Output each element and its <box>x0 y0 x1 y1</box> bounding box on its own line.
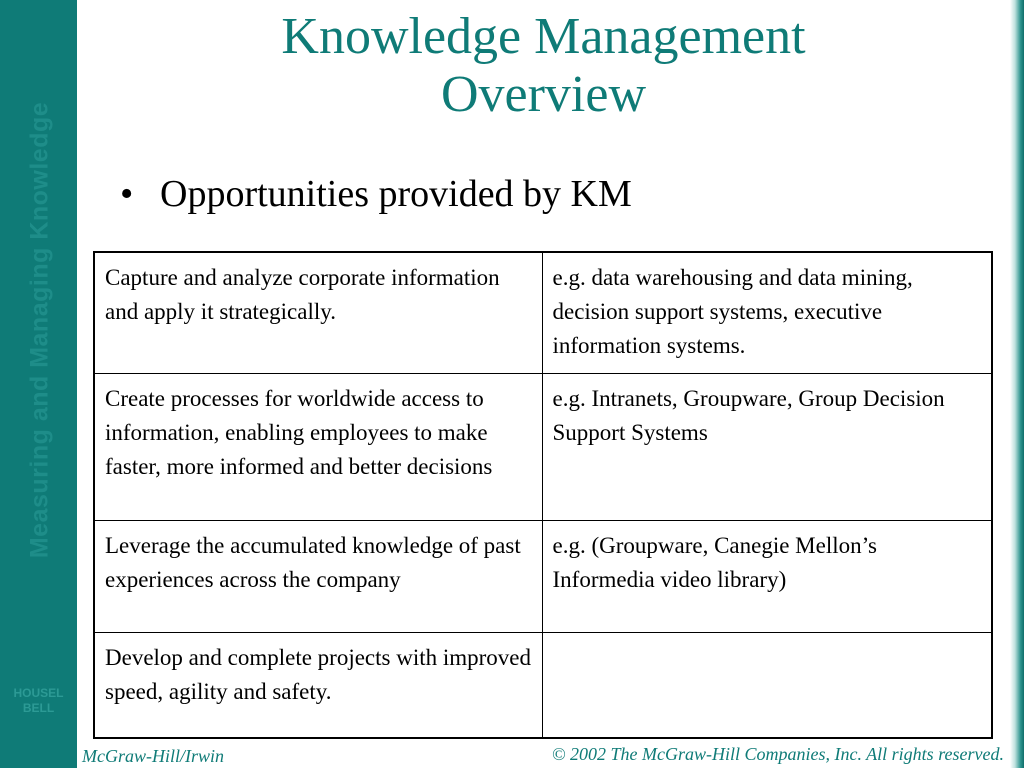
footer-copyright: © 2002 The McGraw-Hill Companies, Inc. All rights reserved. <box>551 744 1004 764</box>
table-row <box>94 633 992 738</box>
bullet-text: Opportunities provided by KM <box>160 173 632 215</box>
table-cell-example: e.g. (Groupware, Canegie Mellon’s Informedia video library) <box>542 521 992 633</box>
sidebar-vertical-title: Measuring and Managing Knowledge <box>25 101 54 559</box>
table-cell-opportunity: Create processes for worldwide access to information, enabling employees to make faster, more informed and better decisions <box>94 374 542 521</box>
right-edge-decoration <box>1010 0 1024 768</box>
table-cell-opportunity: Develop and complete projects with improved speed, agility and safety. <box>94 633 542 738</box>
table-cell-example: e.g. data warehousing and data mining, decision support systems, executive information systems. <box>542 252 992 374</box>
brand-line-2: BELL <box>22 701 55 715</box>
table-cell-opportunity: Capture and analyze corporate information and apply it strategically. <box>94 252 542 374</box>
slide-title-line-1: Knowledge Management <box>281 8 806 65</box>
sidebar-band <box>0 0 77 768</box>
table-cell-example <box>542 633 992 738</box>
table-row <box>94 374 992 521</box>
slide-title <box>77 8 1010 124</box>
brand-line-1: HOUSEL <box>13 686 64 700</box>
footer-publisher: McGraw-Hill/Irwin <box>82 746 224 766</box>
bullet-dot-icon: • <box>120 173 134 215</box>
bullet-item <box>120 172 632 216</box>
table-cell-opportunity: Leverage the accumulated knowledge of past experiences across the company <box>94 521 542 633</box>
brand-mark <box>0 686 77 716</box>
opportunities-table <box>93 251 993 739</box>
table-cell-example: e.g. Intranets, Groupware, Group Decision Support Systems <box>542 374 992 521</box>
table-row <box>94 521 992 633</box>
slide-title-line-2: Overview <box>440 66 647 123</box>
table-row <box>94 252 992 374</box>
